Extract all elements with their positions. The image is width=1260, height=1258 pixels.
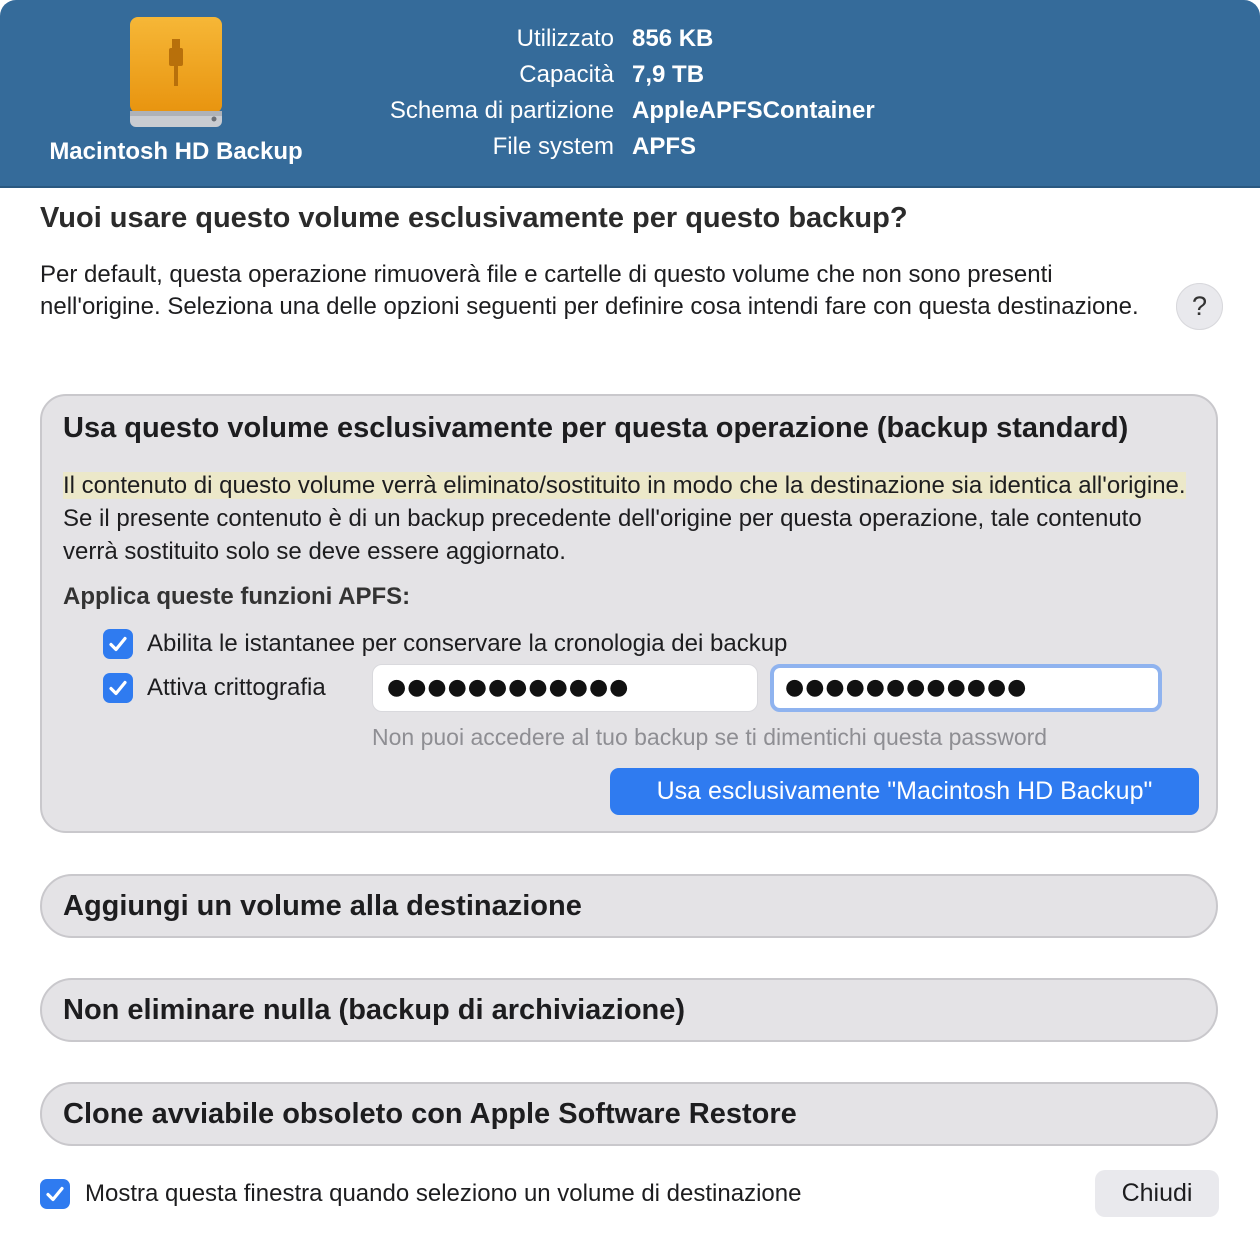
info-row-file-system <box>0 130 1260 164</box>
checkmark-icon <box>44 1183 66 1205</box>
info-value: AppleAPFSContainer <box>632 97 875 124</box>
help-button[interactable]: ? <box>1176 283 1223 330</box>
show-window-checkbox[interactable] <box>40 1179 70 1209</box>
checkmark-icon <box>107 633 129 655</box>
dialog-question: Vuoi usare questo volume esclusivamente per questo backup? <box>40 202 908 234</box>
info-row-used <box>0 22 1260 56</box>
info-row-partition-scheme <box>0 94 1260 128</box>
snapshots-checkbox[interactable] <box>103 629 133 659</box>
show-window-label: Mostra questa finestra quando seleziono un volume di destinazione <box>85 1180 802 1207</box>
encryption-checkbox[interactable] <box>103 673 133 703</box>
confirm-password-field[interactable]: ●●●●●●●●●●●● <box>770 664 1162 712</box>
info-value: 7,9 TB <box>632 61 705 88</box>
warning-highlight: Il contenuto di questo volume verrà eliminato/sostituito in modo che la destinazione sia identica all'origine. <box>63 472 1186 499</box>
option-title: Usa questo volume esclusivamente per questa operazione (backup standard) <box>63 412 1129 444</box>
encryption-label: Attiva crittografia <box>147 674 326 701</box>
drive-name: Macintosh HD Backup <box>49 138 303 165</box>
info-label: File system <box>492 133 614 160</box>
info-label: Schema di partizione <box>389 97 614 124</box>
checkmark-icon <box>107 677 129 699</box>
option-title: Non eliminare nulla (backup di archiviazione) <box>63 994 686 1026</box>
intro-text: Per default, questa operazione rimuoverà file e cartelle di questo volume che non sono presenti nell'origine. Seleziona una delle opzioni seguenti per definire cosa intendi fare con questa destinazione. <box>40 261 1139 320</box>
option-archive-backup[interactable] <box>40 978 1218 1042</box>
option-legacy-bootable-clone[interactable] <box>40 1082 1218 1146</box>
option-standard-backup[interactable] <box>40 394 1218 833</box>
close-button[interactable]: Chiudi <box>1095 1170 1219 1217</box>
option-title: Aggiungi un volume alla destinazione <box>63 890 582 922</box>
info-label: Capacità <box>519 61 614 88</box>
apfs-features-label: Applica queste funzioni APFS: <box>63 583 411 610</box>
info-value: APFS <box>632 133 697 160</box>
option-add-volume[interactable] <box>40 874 1218 938</box>
info-value: 856 KB <box>632 25 714 52</box>
password-hint: Non puoi accedere al tuo backup se ti dimentichi questa password <box>372 724 1048 750</box>
snapshots-label: Abilita le istantanee per conservare la cronologia dei backup <box>147 630 788 657</box>
volume-header <box>0 0 1260 188</box>
description-rest: Se il presente contenuto è di un backup precedente dell'origine per questa operazione, tale contenuto verrà sostituito solo se deve essere aggiornato. <box>63 505 1142 565</box>
option-title: Clone avviabile obsoleto con Apple Software Restore <box>63 1098 797 1130</box>
use-exclusively-button[interactable]: Usa esclusivamente "Macintosh HD Backup" <box>610 768 1199 815</box>
option-description <box>63 469 1193 568</box>
info-row-capacity <box>0 58 1260 92</box>
password-field[interactable]: ●●●●●●●●●●●● <box>372 664 758 712</box>
info-label: Utilizzato <box>516 25 614 52</box>
